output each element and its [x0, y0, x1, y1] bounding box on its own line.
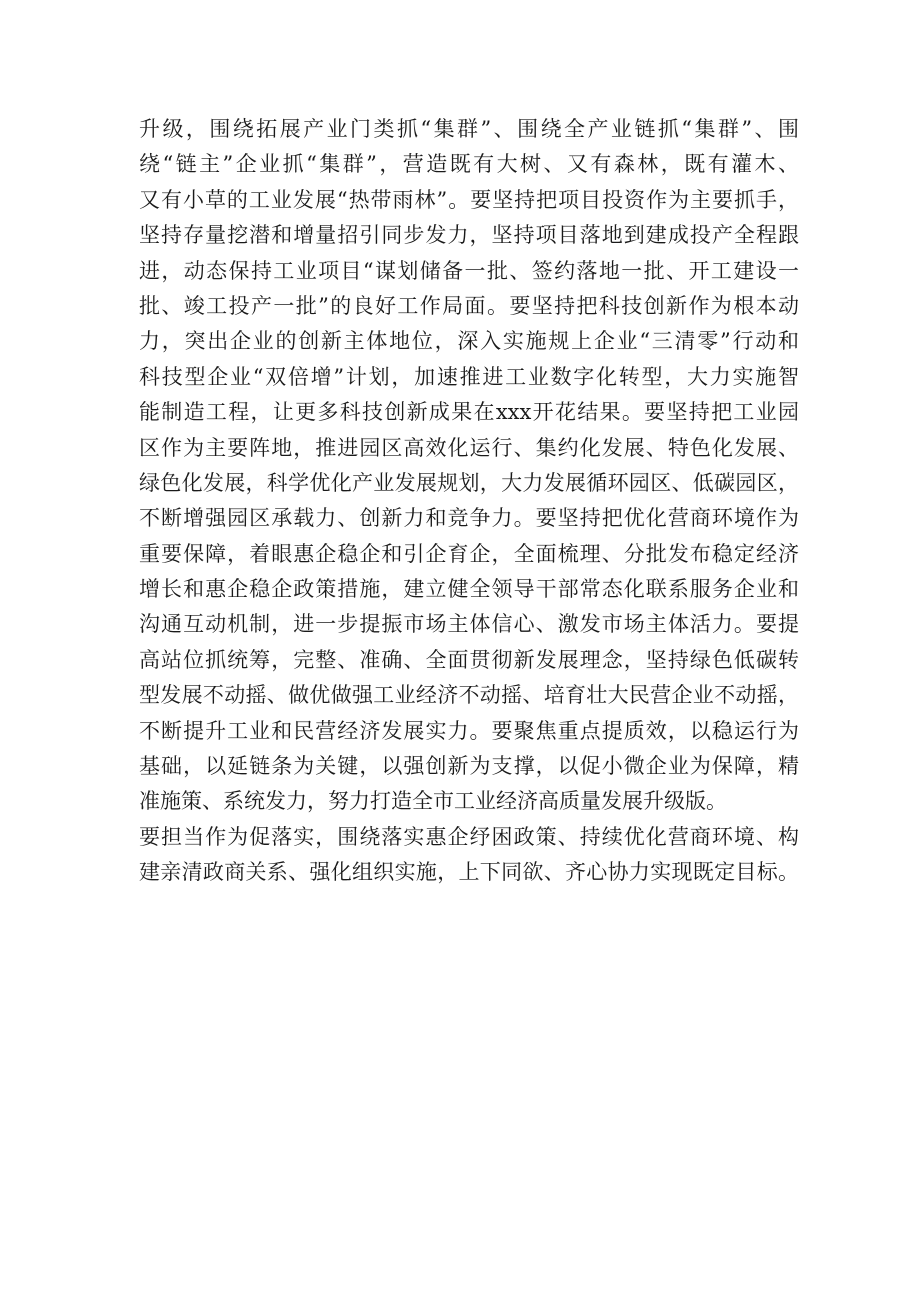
text-line-15: 沟通互动机制，进一步提振市场主体信心、激发市场主体活力。要提 — [139, 612, 799, 637]
text-line-11: 绿色化发展，科学优化产业发展规划，大力发展循环园区、低碳园区， — [139, 470, 799, 495]
text-line-18: 不断提升工业和民营经济发展实力。要聚焦重点提质效，以稳运行为 — [139, 718, 799, 743]
text-line-5: 进，动态保持工业项目“谋划储备一批、签约落地一批、开工建设一 — [139, 258, 799, 283]
text-line-19: 基础，以延链条为关键，以强创新为支撑，以促小微企业为保障，精 — [139, 754, 799, 779]
text-line-2: 绕“链主”企业抓“集群”，营造既有大树、又有森林，既有灌木、 — [139, 152, 799, 177]
text-line-7: 力，突出企业的创新主体地位，深入实施规上企业“三清零”行动和 — [139, 329, 799, 354]
text-line-14: 增长和惠企稳企政策措施，建立健全领导干部常态化联系服务企业和 — [139, 577, 799, 602]
text-line-6: 批、竣工投产一批”的良好工作局面。要坚持把科技创新作为根本动 — [139, 293, 799, 318]
text-line-16: 高站位抓统筹，完整、准确、全面贯彻新发展理念，坚持绿色低碳转 — [139, 647, 799, 672]
text-line-3: 又有小草的工业发展“热带雨林”。要坚持把项目投资作为主要抓手， — [139, 187, 799, 212]
text-line-22: 建亲清政商关系、强化组织实施，上下同欲、齐心协力实现既定目标。 — [139, 860, 799, 885]
text-line-20: 准施策、系统发力，努力打造全市工业经济高质量发展升级版。 — [139, 789, 727, 814]
text-line-10: 区作为主要阵地，推进园区高效化运行、集约化发展、特色化发展、 — [139, 435, 799, 460]
text-line-4: 坚持存量挖潜和增量招引同步发力，坚持项目落地到建成投产全程跟 — [139, 223, 799, 248]
text-line-13: 重要保障，着眼惠企稳企和引企育企，全面梳理、分批发布稳定经济 — [139, 541, 799, 566]
text-line-17: 型发展不动摇、做优做强工业经济不动摇、培育壮大民营企业不动摇， — [139, 683, 799, 708]
text-line-1: 升级，围绕拓展产业门类抓“集群”、围绕全产业链抓“集群”、围 — [139, 117, 799, 141]
text-line-9: 能制造工程，让更多科技创新成果在xxx开花结果。要坚持把工业园 — [139, 400, 799, 425]
body-text — [139, 112, 799, 891]
text-line-21: 要担当作为促落实，围绕落实惠企纾困政策、持续优化营商环境、构 — [139, 824, 799, 849]
text-line-8: 科技型企业“双倍增”计划，加速推进工业数字化转型，大力实施智 — [139, 364, 799, 389]
text-line-12: 不断增强园区承载力、创新力和竞争力。要坚持把优化营商环境作为 — [139, 506, 799, 531]
